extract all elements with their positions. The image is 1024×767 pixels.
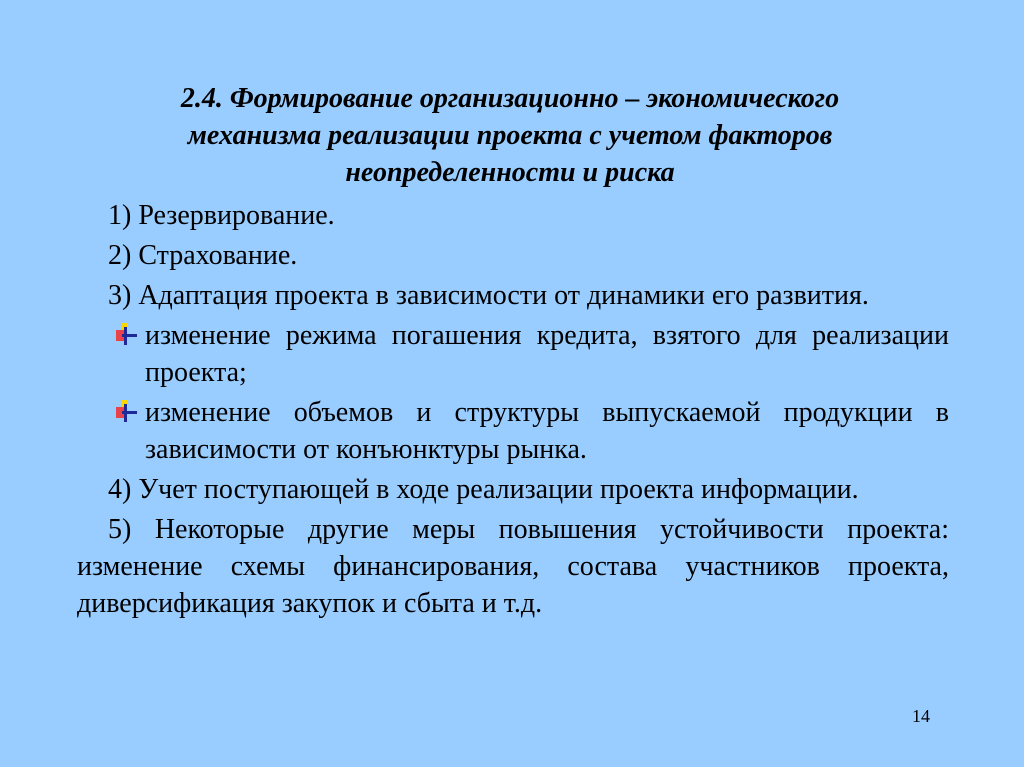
title-line-1: 2.4. Формирование организационно – экономического xyxy=(180,83,840,114)
list-item-4: 4) Учет поступающей в ходе реализации проекта информации. xyxy=(108,474,859,505)
list-item-1: 1) Резервирование. xyxy=(108,200,335,231)
square-bullet-icon xyxy=(113,400,139,426)
slide-title xyxy=(100,80,920,191)
square-bullet-icon xyxy=(113,323,139,349)
page-number: 14 xyxy=(912,706,930,726)
bullet-item-2 xyxy=(77,394,949,468)
list-item-3: 3) Адаптация проекта в зависимости от динамики его развития. xyxy=(108,280,869,311)
bullet-text-2: изменение объемов и структуры выпускаемой продукции в зависимости от конъюнктуры рынка. xyxy=(145,397,949,465)
list-item-5: 5) Некоторые другие меры повышения устойчивости проекта: изменение схемы финансирования, состава участников проекта, диверсификация закупок и сбыта и т.д. xyxy=(77,514,949,619)
slide-content xyxy=(77,197,949,625)
title-line-2: механизма реализации проекта с учетом факторов xyxy=(187,120,833,151)
bullet-item-1 xyxy=(77,317,949,391)
title-line-3: неопределенности и риска xyxy=(345,157,675,188)
list-item-2: 2) Страхование. xyxy=(108,240,298,271)
bullet-text-1: изменение режима погашения кредита, взятого для реализации проекта; xyxy=(145,320,949,388)
